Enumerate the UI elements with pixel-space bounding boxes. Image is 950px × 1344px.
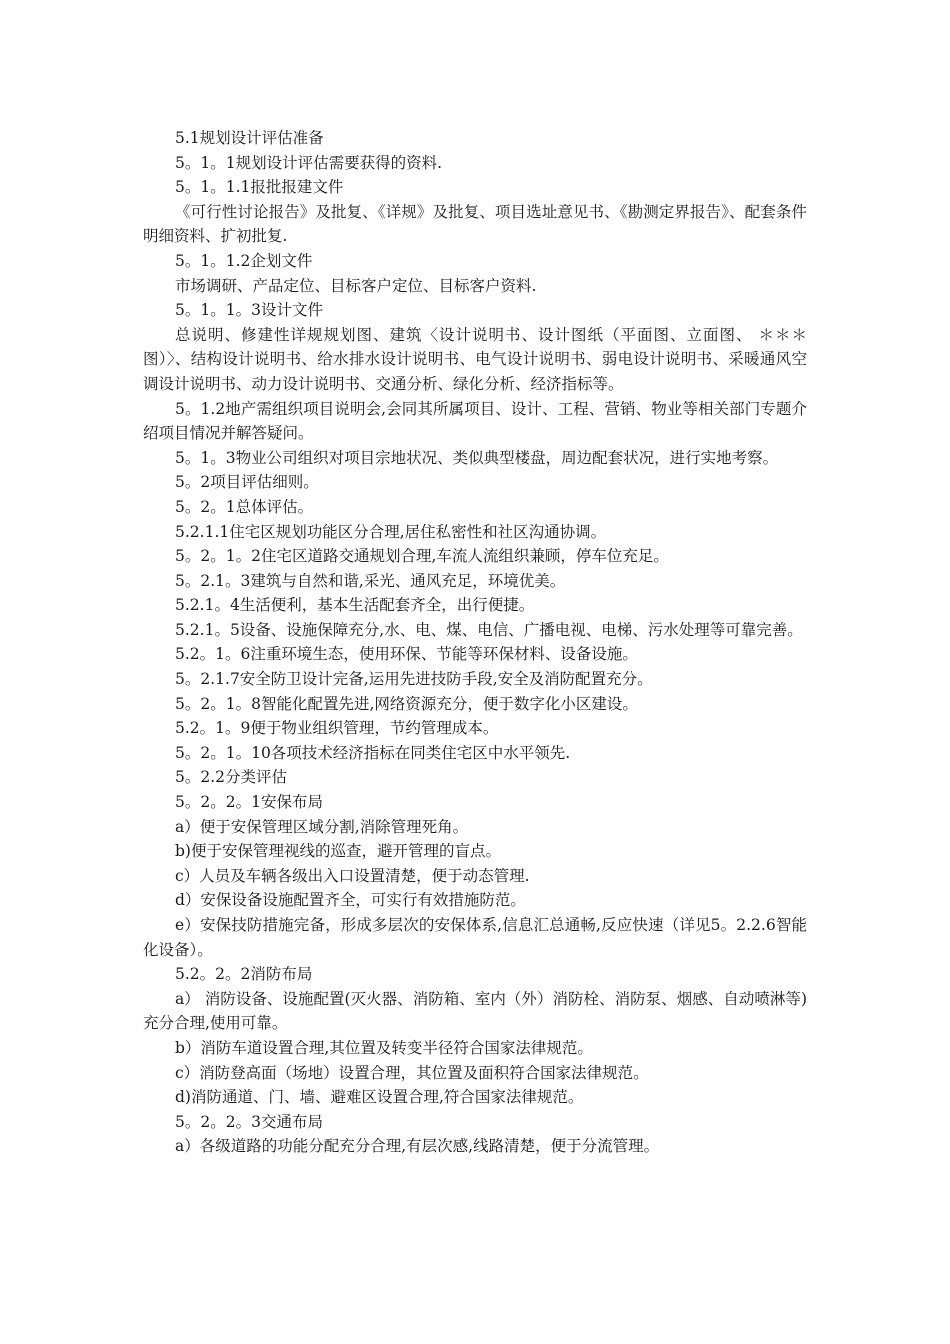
body-paragraph: 《可行性讨论报告》及批复、《详规》及批复、项目选址意见书、《勘测定界报告》、配套条件明细资料、扩初批复. bbox=[143, 202, 807, 246]
list-item: b）消防车道设置合理,其位置及转变半径符合国家法律规范。 bbox=[175, 1038, 593, 1057]
list-item: 5。2.1。3建筑与自然和谐,采光、通风充足，环境优美。 bbox=[175, 571, 566, 590]
list-item: 5.2。1。9便于物业组织管理，节约管理成本。 bbox=[175, 719, 499, 738]
heading-5-1-1-2: 5。1。1.2企划文件 bbox=[175, 251, 313, 270]
list-item: 5。2。1。10各项技术经济指标在同类住宅区中水平领先. bbox=[175, 743, 571, 762]
list-item: c）人员及车辆各级出入口设置清楚，便于动态管理. bbox=[175, 866, 530, 885]
list-item: e）安保技防措施完备，形成多层次的安保体系,信息汇总通畅,反应快速（详见5。2.2.6智能化设备）。 bbox=[143, 916, 807, 959]
list-item: c）消防登高面（场地）设置合理，其位置及面积符合国家法律规范。 bbox=[175, 1063, 649, 1082]
list-item: b)便于安保管理视线的巡查，避开管理的盲点。 bbox=[175, 842, 501, 861]
list-item: 5.2.1。5设备、设施保障充分,水、电、煤、电信、广播电视、电梯、污水处理等可靠完善。 bbox=[175, 620, 803, 639]
heading-5-2-2: 5。2.2分类评估 bbox=[175, 768, 288, 787]
body-paragraph: 市场调研、产品定位、目标客户定位、目标客户资料. bbox=[175, 276, 537, 295]
list-item: 5。2.1.7安全防卫设计完备,运用先进技防手段,安全及消防配置充分。 bbox=[175, 670, 653, 689]
heading-5-2-2-1: 5。2。2。1安保布局 bbox=[175, 793, 323, 812]
list-item: 5。2。1。8智能化配置先进,网络资源充分，便于数字化小区建设。 bbox=[175, 694, 638, 713]
body-paragraph: 总说明、修建性详规规划图、建筑〈设计说明书、设计图纸（平面图、立面图、 ＊＊＊ 图）〉、结构设计说明书、给水排水设计说明书、电气设计说明书、弱电设计说明书、采暖通风空调设计说明书、动力设计说明书、交通分析、绿化分析、经济指标等。 bbox=[143, 325, 807, 393]
list-item: 5。2。1。2住宅区道路交通规划合理,车流人流组织兼顾，停车位充足。 bbox=[175, 547, 669, 566]
heading-5-1-1-1: 5。1。1.1报批报建文件 bbox=[175, 178, 344, 197]
heading-5-2-1: 5。2。1总体评估。 bbox=[175, 497, 314, 516]
list-item: 5.2。1。6注重环境生态，使用环保、节能等环保材料、设备设施。 bbox=[175, 645, 638, 664]
list-item: a）便于安保管理区域分割,消除管理死角。 bbox=[175, 817, 469, 836]
list-item: d)消防通道、门、墙、避难区设置合理,符合国家法律规范。 bbox=[175, 1088, 584, 1107]
list-item: a） 消防设备、设施配置(灭火器、消防箱、室内（外）消防栓、消防泵、烟感、自动喷淋等)充分合理,使用可靠。 bbox=[143, 989, 807, 1033]
heading-5-1: 5.1规划设计评估准备 bbox=[175, 129, 324, 147]
list-item: 5.2.1。4生活便利，基本生活配套齐全，出行便捷。 bbox=[175, 596, 535, 615]
heading-5-2: 5。2项目评估细则。 bbox=[175, 473, 319, 492]
heading-5-1-2: 5。1.2地产需组织项目说明会,会同其所属项目、设计、工程、营销、物业等相关部门专题介绍项目情况并解答疑问。 bbox=[143, 399, 807, 443]
heading-5-1-3: 5。1。3物业公司组织对项目宗地状况、类似典型楼盘，周边配套状况，进行实地考察。 bbox=[175, 448, 779, 467]
document-body bbox=[143, 126, 807, 1159]
heading-5-1-1-3: 5。1。1。3设计文件 bbox=[175, 301, 323, 320]
heading-5-2-2-3: 5。2。2。3交通布局 bbox=[175, 1112, 323, 1131]
list-item: 5.2.1.1住宅区规划功能区分合理,居住私密性和社区沟通协调。 bbox=[175, 522, 607, 541]
heading-5-2-2-2: 5.2。2。2消防布局 bbox=[175, 965, 313, 984]
list-item: a）各级道路的功能分配充分合理,有层次感,线路清楚，便于分流管理。 bbox=[175, 1137, 660, 1156]
list-item: d）安保设备设施配置齐全，可实行有效措施防范。 bbox=[175, 891, 526, 910]
heading-5-1-1: 5。1。1规划设计评估需要获得的资料. bbox=[175, 153, 443, 172]
